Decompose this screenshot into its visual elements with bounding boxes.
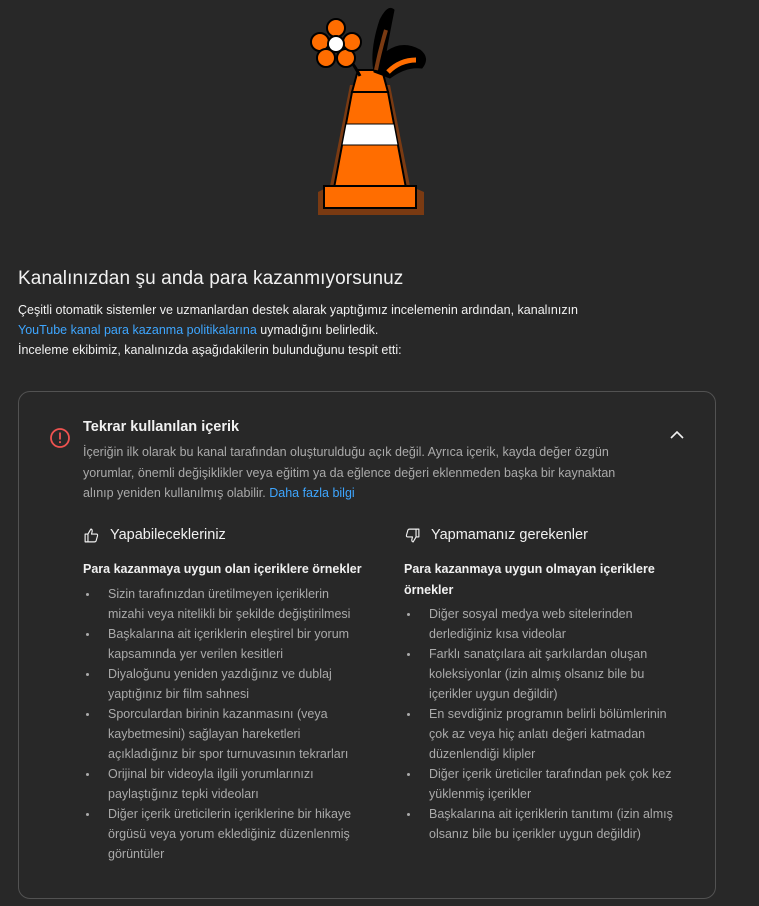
list-item-line: yaptığınız bir film sahnesi — [108, 686, 250, 701]
list-item-line: Orijinal bir videoyla ilgili yorumlarınızı — [108, 766, 314, 781]
dos-title: Yapabilecekleriniz — [110, 527, 226, 543]
list-item — [404, 804, 694, 844]
list-item-line: Diyaloğunu yeniden yazdığınız ve dublaj — [108, 666, 332, 681]
donts-subtitle-line: örnekler — [404, 582, 454, 597]
monetization-policy-link[interactable]: YouTube kanal para kazanma politikalarına — [18, 323, 257, 337]
donts-subtitle-line: Para kazanmaya uygun olmayan içeriklere — [404, 562, 655, 576]
list-item-line: koleksiyonlar (izin almış olsanız bile bu — [429, 667, 645, 681]
list-item — [83, 804, 373, 864]
list-item-line: içerikler uygun değildir) — [429, 687, 558, 701]
list-item-line: yüklenmiş içerikler — [429, 787, 532, 801]
list-item — [83, 704, 373, 764]
reused-content-card — [18, 391, 716, 899]
list-item — [83, 664, 373, 704]
list-item-line: Diğer içerik üreticilerin içeriklerine bir hikaye — [108, 806, 352, 821]
card-desc-line — [83, 483, 663, 504]
list-item-line: düzenlendiği klipler — [429, 747, 536, 761]
list-item-line: Başkalarına ait içeriklerin tanıtımı (izin almış — [429, 807, 673, 821]
list-item-line: Sizin tarafınızdan üretilmeyen içeriklerin — [108, 586, 329, 601]
list-item-line: açıkladığınız bir spor turnuvasının tekrarları — [108, 746, 349, 761]
list-item-line: derlediğiniz kısa videolar — [429, 627, 566, 641]
page-title: Kanalınızdan şu anda para kazanmıyorsunuz — [18, 268, 404, 289]
list-item-line: Diğer içerik üreticiler tarafından pek çok kez — [429, 767, 672, 781]
list-item-line: Başkalarına ait içeriklerin eleştirel bir yorum — [108, 626, 350, 641]
card-desc-line: yorumlar, önemli değişiklikler veya eğitim ya da eğlence değeri eklenmeden başka bir kaynaktan — [83, 465, 616, 480]
learn-more-link[interactable]: Daha fazla bilgi — [269, 486, 355, 500]
donts-column — [404, 523, 694, 844]
thumbs-down-icon — [404, 527, 421, 544]
dos-list — [83, 584, 373, 864]
list-item-line: Sporculardan birinin kazanmasını (veya — [108, 706, 328, 721]
list-item-line: görüntüler — [108, 846, 165, 861]
intro-line: Çeşitli otomatik sistemler ve uzmanlardan destek alarak yaptığımız incelemenin ardından, kanalınızın — [18, 303, 578, 317]
flower-shape — [311, 19, 361, 67]
list-item-line: Diğer sosyal medya web sitelerinden — [429, 607, 633, 621]
card-description — [83, 442, 663, 504]
thumbs-up-icon — [83, 527, 100, 544]
list-item-line: Farklı sanatçılara ait şarkılardan oluşan — [429, 647, 648, 661]
intro-text — [18, 300, 738, 360]
list-item — [83, 584, 373, 624]
list-item — [404, 704, 694, 764]
traffic-cone-illustration — [290, 0, 450, 225]
card-desc-text: alınıp yeniden kullanılmış olabilir. — [83, 486, 270, 500]
dos-header — [83, 523, 373, 547]
dos-subtitle-line: Para kazanmaya uygun olan içeriklere örnekler — [83, 562, 362, 576]
chevron-up-icon[interactable] — [667, 428, 687, 442]
donts-title: Yapmamanız gerekenler — [431, 527, 588, 543]
list-item — [83, 624, 373, 664]
list-item — [404, 644, 694, 704]
list-item-line: kapsamında yer verilen kesitleri — [108, 646, 284, 661]
donts-header — [404, 523, 694, 547]
list-item-line: çok az veya hiç anlatı değeri katmadan — [429, 727, 646, 741]
error-circle-icon — [49, 427, 71, 449]
donts-subtitle — [404, 559, 694, 600]
card-desc-line: İçeriğin ilk olarak bu kanal tarafından oluşturulduğu açık değil. Ayrıca içerik, kayda değer özgün — [83, 445, 609, 459]
intro-line: İnceleme ekibimiz, kanalınızda aşağıdakilerin bulunduğunu tespit etti: — [18, 343, 402, 357]
donts-list — [404, 604, 694, 844]
list-item — [404, 604, 694, 644]
list-item-line: olsanız bile bu içerikler uygun değildir) — [429, 827, 641, 841]
list-item-line: En sevdiğiniz programın belirli bölümlerinin — [429, 707, 667, 721]
list-item — [83, 764, 373, 804]
dos-column — [83, 523, 373, 864]
list-item-line: kaybetmesini) sağlayan hareketleri — [108, 726, 301, 741]
list-item — [404, 764, 694, 804]
intro-line-rest: uymadığını belirledik. — [256, 323, 379, 337]
list-item-line: örgüsü veya yorum eklediğiniz düzenlenmiş — [108, 826, 350, 841]
card-title: Tekrar kullanılan içerik — [83, 419, 240, 435]
list-item-line: paylaştığınız tepki videoları — [108, 786, 259, 801]
dos-subtitle — [83, 559, 373, 580]
list-item-line: mizahi veya nitelikli bir şekilde değiştirilmesi — [108, 606, 351, 621]
intro-line — [18, 320, 738, 340]
